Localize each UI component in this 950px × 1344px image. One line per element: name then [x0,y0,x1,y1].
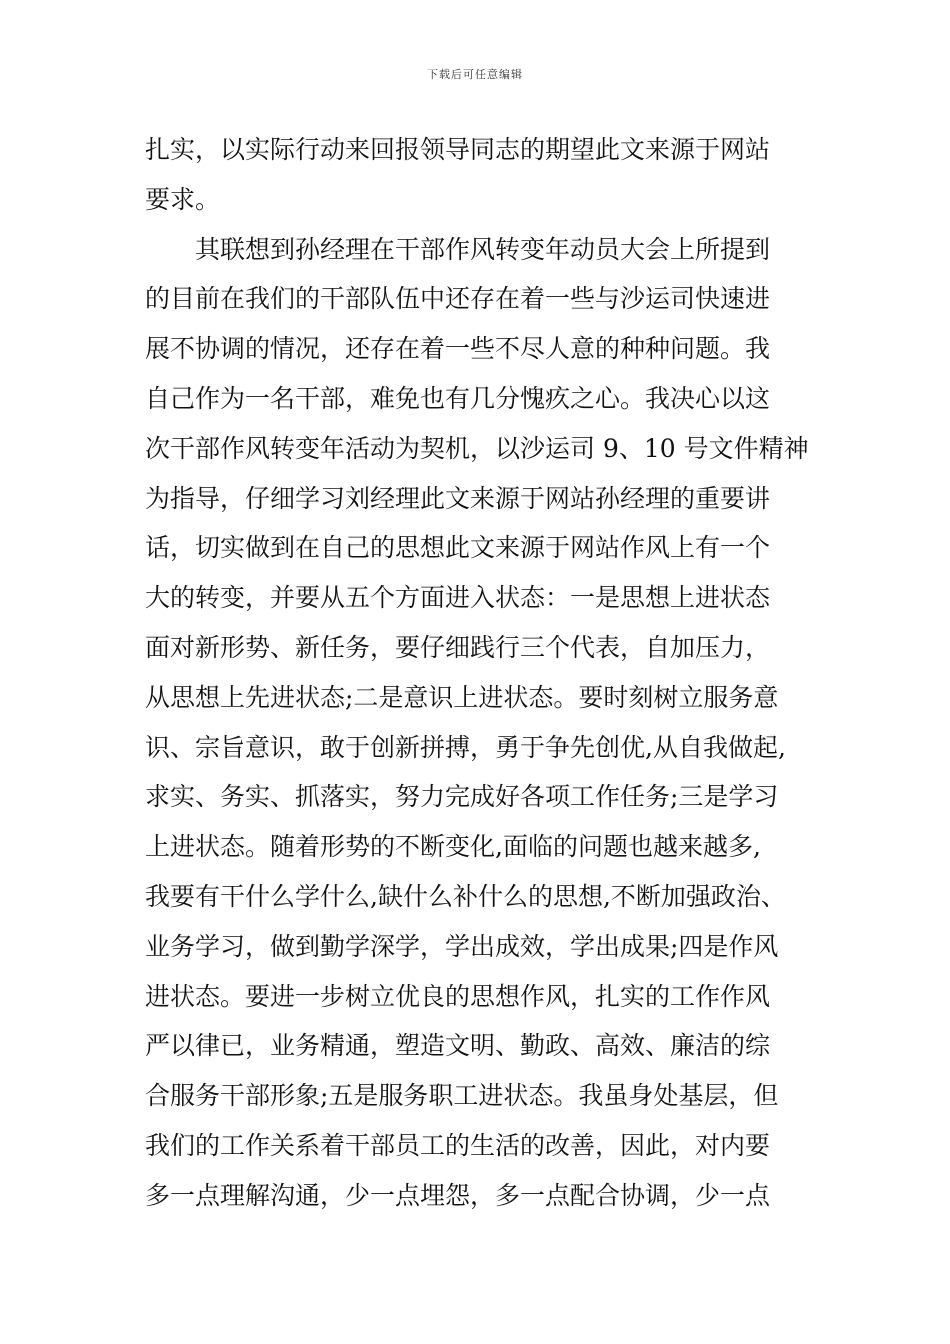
text-line: 话，切实做到在自己的思想此文来源于网站作风上有一个 [145,533,771,563]
text-line: 我们的工作关系着干部员工的生活的改善，因此，对内要 [145,1130,771,1160]
text-line: 要求。 [145,184,221,214]
text-line: 其联想到孙经理在干部作风转变年动员大会上所提到 [145,234,771,264]
text-line: 合服务干部形象;五是服务职工进状态。我虽身处基层，但 [145,1081,779,1111]
text-line: 求实、务实、抓落实，努力完成好各项工作任务;三是学习 [145,782,779,812]
text-line: 我要有干什么学什么,缺什么补什么的思想,不断加强政治、 [145,881,786,911]
text-line: 业务学习，做到勤学深学，学出成效，学出成果;四是作风 [145,931,779,961]
text-line: 次干部作风转变年活动为契机，以沙运司 9、10 号文件精神 [145,433,809,463]
text-line: 识、宗旨意识，敢于创新拼搏，勇于争先创优,从自我做起, [145,732,786,762]
text-line: 严以律已，业务精通，塑造文明、勤政、高效、廉洁的综 [145,1031,771,1061]
text-line: 自己作为一名干部，难免也有几分愧疚之心。我决心以这 [145,383,771,413]
text-line: 进状态。要进一步树立优良的思想作风，扎实的工作作风 [145,981,771,1011]
text-line: 多一点理解沟通，少一点埋怨，多一点配合协调，少一点 [145,1180,771,1210]
text-line: 的目前在我们的干部队伍中还存在着一些与沙运司快速进 [145,284,771,314]
text-line: 大的转变，并要从五个方面进入状态：一是思想上进状态 [145,583,771,613]
text-line: 面对新形势、新任务，要仔细践行三个代表，自加压力， [145,632,771,662]
text-line: 展不协调的情况，还存在着一些不尽人意的种种问题。我 [145,334,771,364]
text-line: 扎实，以实际行动来回报领导同志的期望此文来源于网站 [145,135,771,164]
page-header: 下载后可任意编辑 [427,68,523,81]
text-line: 为指导，仔细学习刘经理此文来源于网站孙经理的重要讲 [145,483,771,513]
text-line: 从思想上先进状态;二是意识上进状态。要时刻树立服务意 [145,682,779,712]
body-paragraphs [145,125,825,1221]
text-line: 上进状态。随着形势的不断变化,面临的问题也越来越多, [145,832,761,862]
